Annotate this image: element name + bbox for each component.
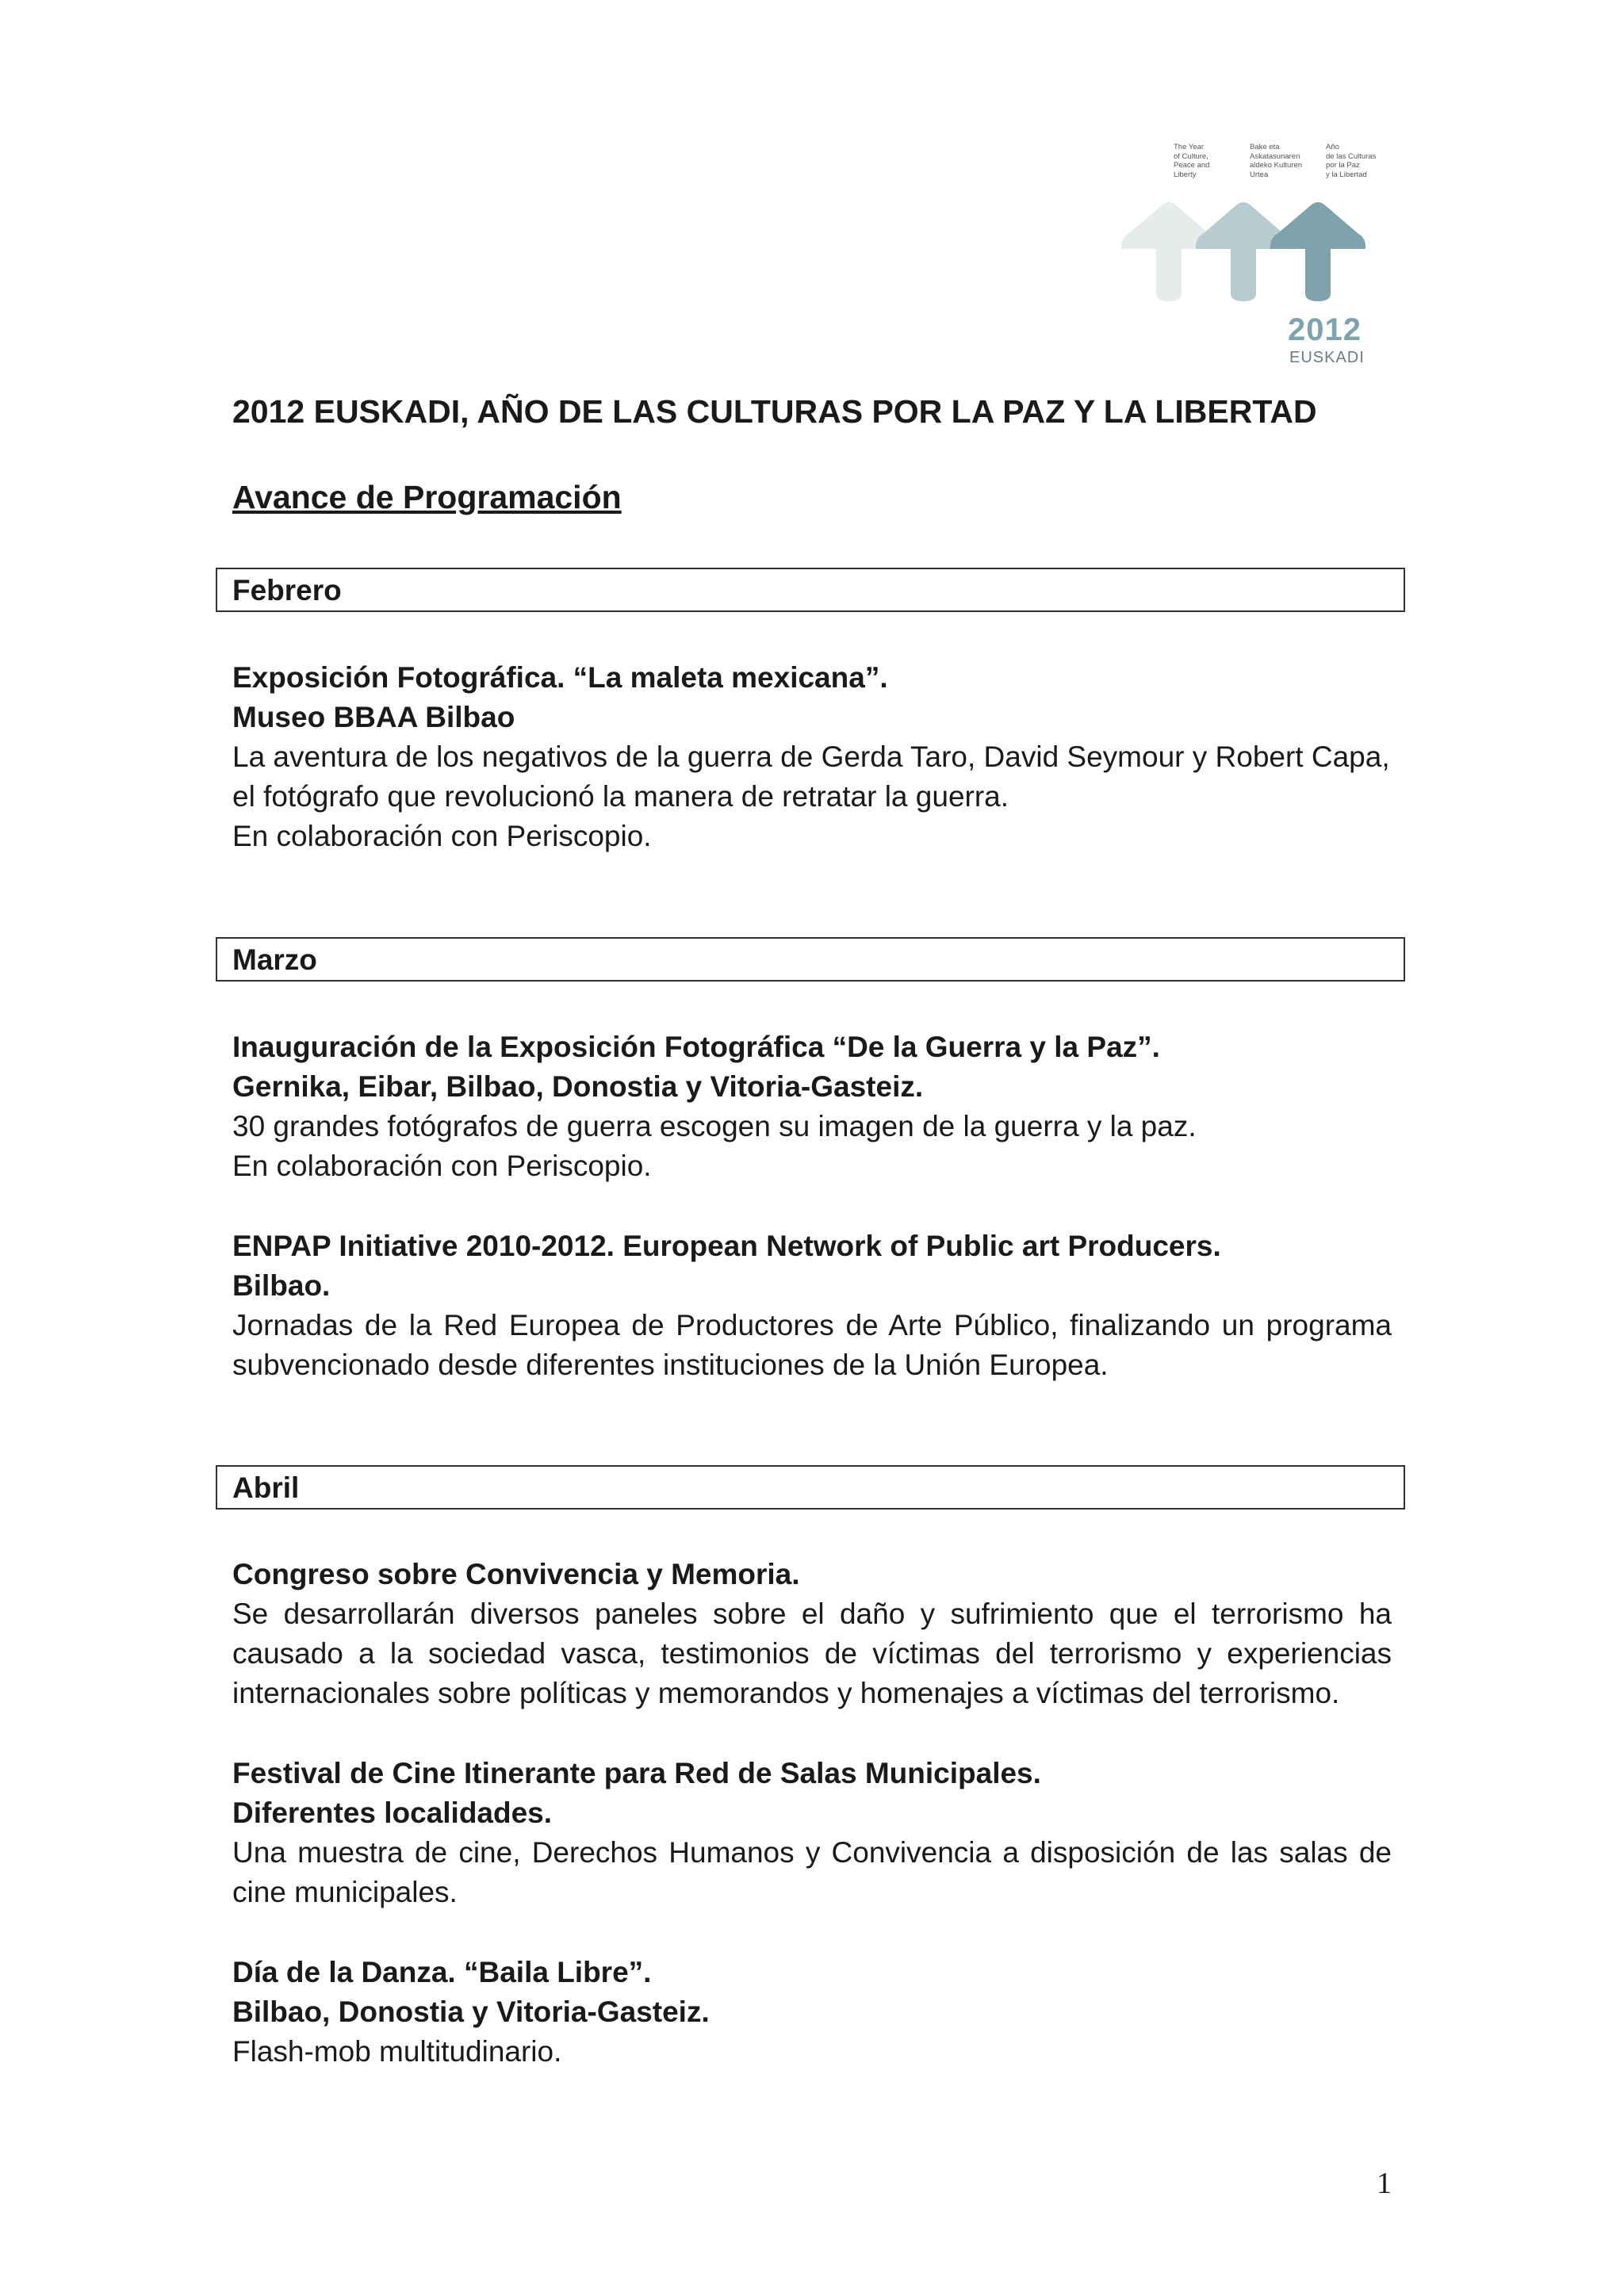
event-location: Museo BBAA Bilbao — [232, 701, 515, 733]
event-location: Bilbao, Donostia y Vitoria-Gasteiz. — [232, 1996, 710, 2028]
logo-tagline-line: aldeko Kulturen — [1250, 161, 1303, 170]
event-title: Exposición Fotográfica. “La maleta mexicana”. — [232, 661, 888, 694]
event-description: Se desarrollarán diversos paneles sobre el daño y sufrimiento que el terrorismo ha causado a la sociedad vasca, testimonios de víctimas del terrorismo y experiencias internacionales sobre políticas y memorandos y homenajes a víctimas del terrorismo. — [232, 1598, 1392, 1709]
document-subtitle: Avance de Programación — [232, 479, 622, 515]
month-header-abril: Abril — [216, 1465, 1405, 1510]
event-item — [232, 1754, 1392, 1912]
month-header-febrero: Febrero — [216, 568, 1405, 612]
month-header-marzo: Marzo — [216, 937, 1405, 982]
logo-year: 2012 — [1288, 312, 1362, 347]
event-title: Día de la Danza. “Baila Libre”. — [232, 1956, 652, 1988]
event-location: Diferentes localidades. — [232, 1797, 553, 1829]
event-title: Festival de Cine Itinerante para Red de Salas Municipales. — [232, 1757, 1041, 1789]
event-location: Bilbao. — [232, 1269, 331, 1302]
logo-tagline-line: Liberty — [1174, 170, 1197, 179]
logo-country: EUSKADI — [1289, 349, 1365, 366]
logo-arrows — [1118, 193, 1388, 312]
arrow-up-icon — [1196, 202, 1291, 301]
logo-tagline-spanish — [1326, 143, 1388, 179]
logo — [1118, 140, 1388, 369]
page-number: 1 — [1377, 2167, 1392, 2200]
logo-tagline-line: of Culture, — [1174, 151, 1208, 161]
logo-tagline-basque — [1250, 143, 1312, 179]
event-note: En colaboración con Periscopio. — [232, 1150, 652, 1182]
logo-tagline-line: y la Libertad — [1326, 170, 1367, 179]
event-description: Flash-mob multitudinario. — [232, 2035, 562, 2068]
logo-tagline-english — [1174, 143, 1235, 179]
arrow-up-icon — [1270, 202, 1365, 301]
event-note: En colaboración con Periscopio. — [232, 820, 652, 852]
event-title: ENPAP Initiative 2010-2012. European Network of Public art Producers. — [232, 1230, 1221, 1262]
arrow-up-icon — [1121, 202, 1216, 301]
event-description: Una muestra de cine, Derechos Humanos y Convivencia a disposición de las salas de cine municipales. — [232, 1836, 1392, 1908]
event-item — [232, 1953, 1392, 2072]
logo-taglines — [1174, 143, 1388, 179]
logo-tagline-line: Peace and — [1174, 161, 1210, 170]
document-title: 2012 EUSKADI, AÑO DE LAS CULTURAS POR LA PAZ Y LA LIBERTAD — [232, 393, 1317, 430]
logo-tagline-line: Askatasunaren — [1250, 151, 1300, 161]
event-item — [232, 1555, 1392, 1713]
logo-tagline-line: The Year — [1174, 143, 1205, 151]
event-location: Gernika, Eibar, Bilbao, Donostia y Vitoria-Gasteiz. — [232, 1070, 924, 1103]
logo-tagline-line: Bake eta — [1250, 143, 1280, 151]
event-item — [232, 658, 1392, 856]
event-item — [232, 1027, 1392, 1186]
logo-tagline-line: de las Culturas — [1326, 151, 1377, 161]
logo-tagline-line: Año — [1326, 143, 1339, 151]
event-description: La aventura de los negativos de la guerra de Gerda Taro, David Seymour y Robert Capa, el fotógrafo que revolucionó la manera de retratar la guerra. — [232, 740, 1390, 813]
event-description: Jornadas de la Red Europea de Productores de Arte Público, finalizando un programa subvencionado desde diferentes instituciones de la Unión Europea. — [232, 1309, 1392, 1381]
event-item — [232, 1226, 1392, 1385]
event-description: 30 grandes fotógrafos de guerra escogen su imagen de la guerra y la paz. — [232, 1110, 1197, 1142]
logo-tagline-line: por la Paz — [1326, 161, 1360, 170]
event-title: Congreso sobre Convivencia y Memoria. — [232, 1558, 800, 1590]
event-title: Inauguración de la Exposición Fotográfica “De la Guerra y la Paz”. — [232, 1031, 1160, 1063]
logo-tagline-line: Urtea — [1250, 170, 1269, 179]
